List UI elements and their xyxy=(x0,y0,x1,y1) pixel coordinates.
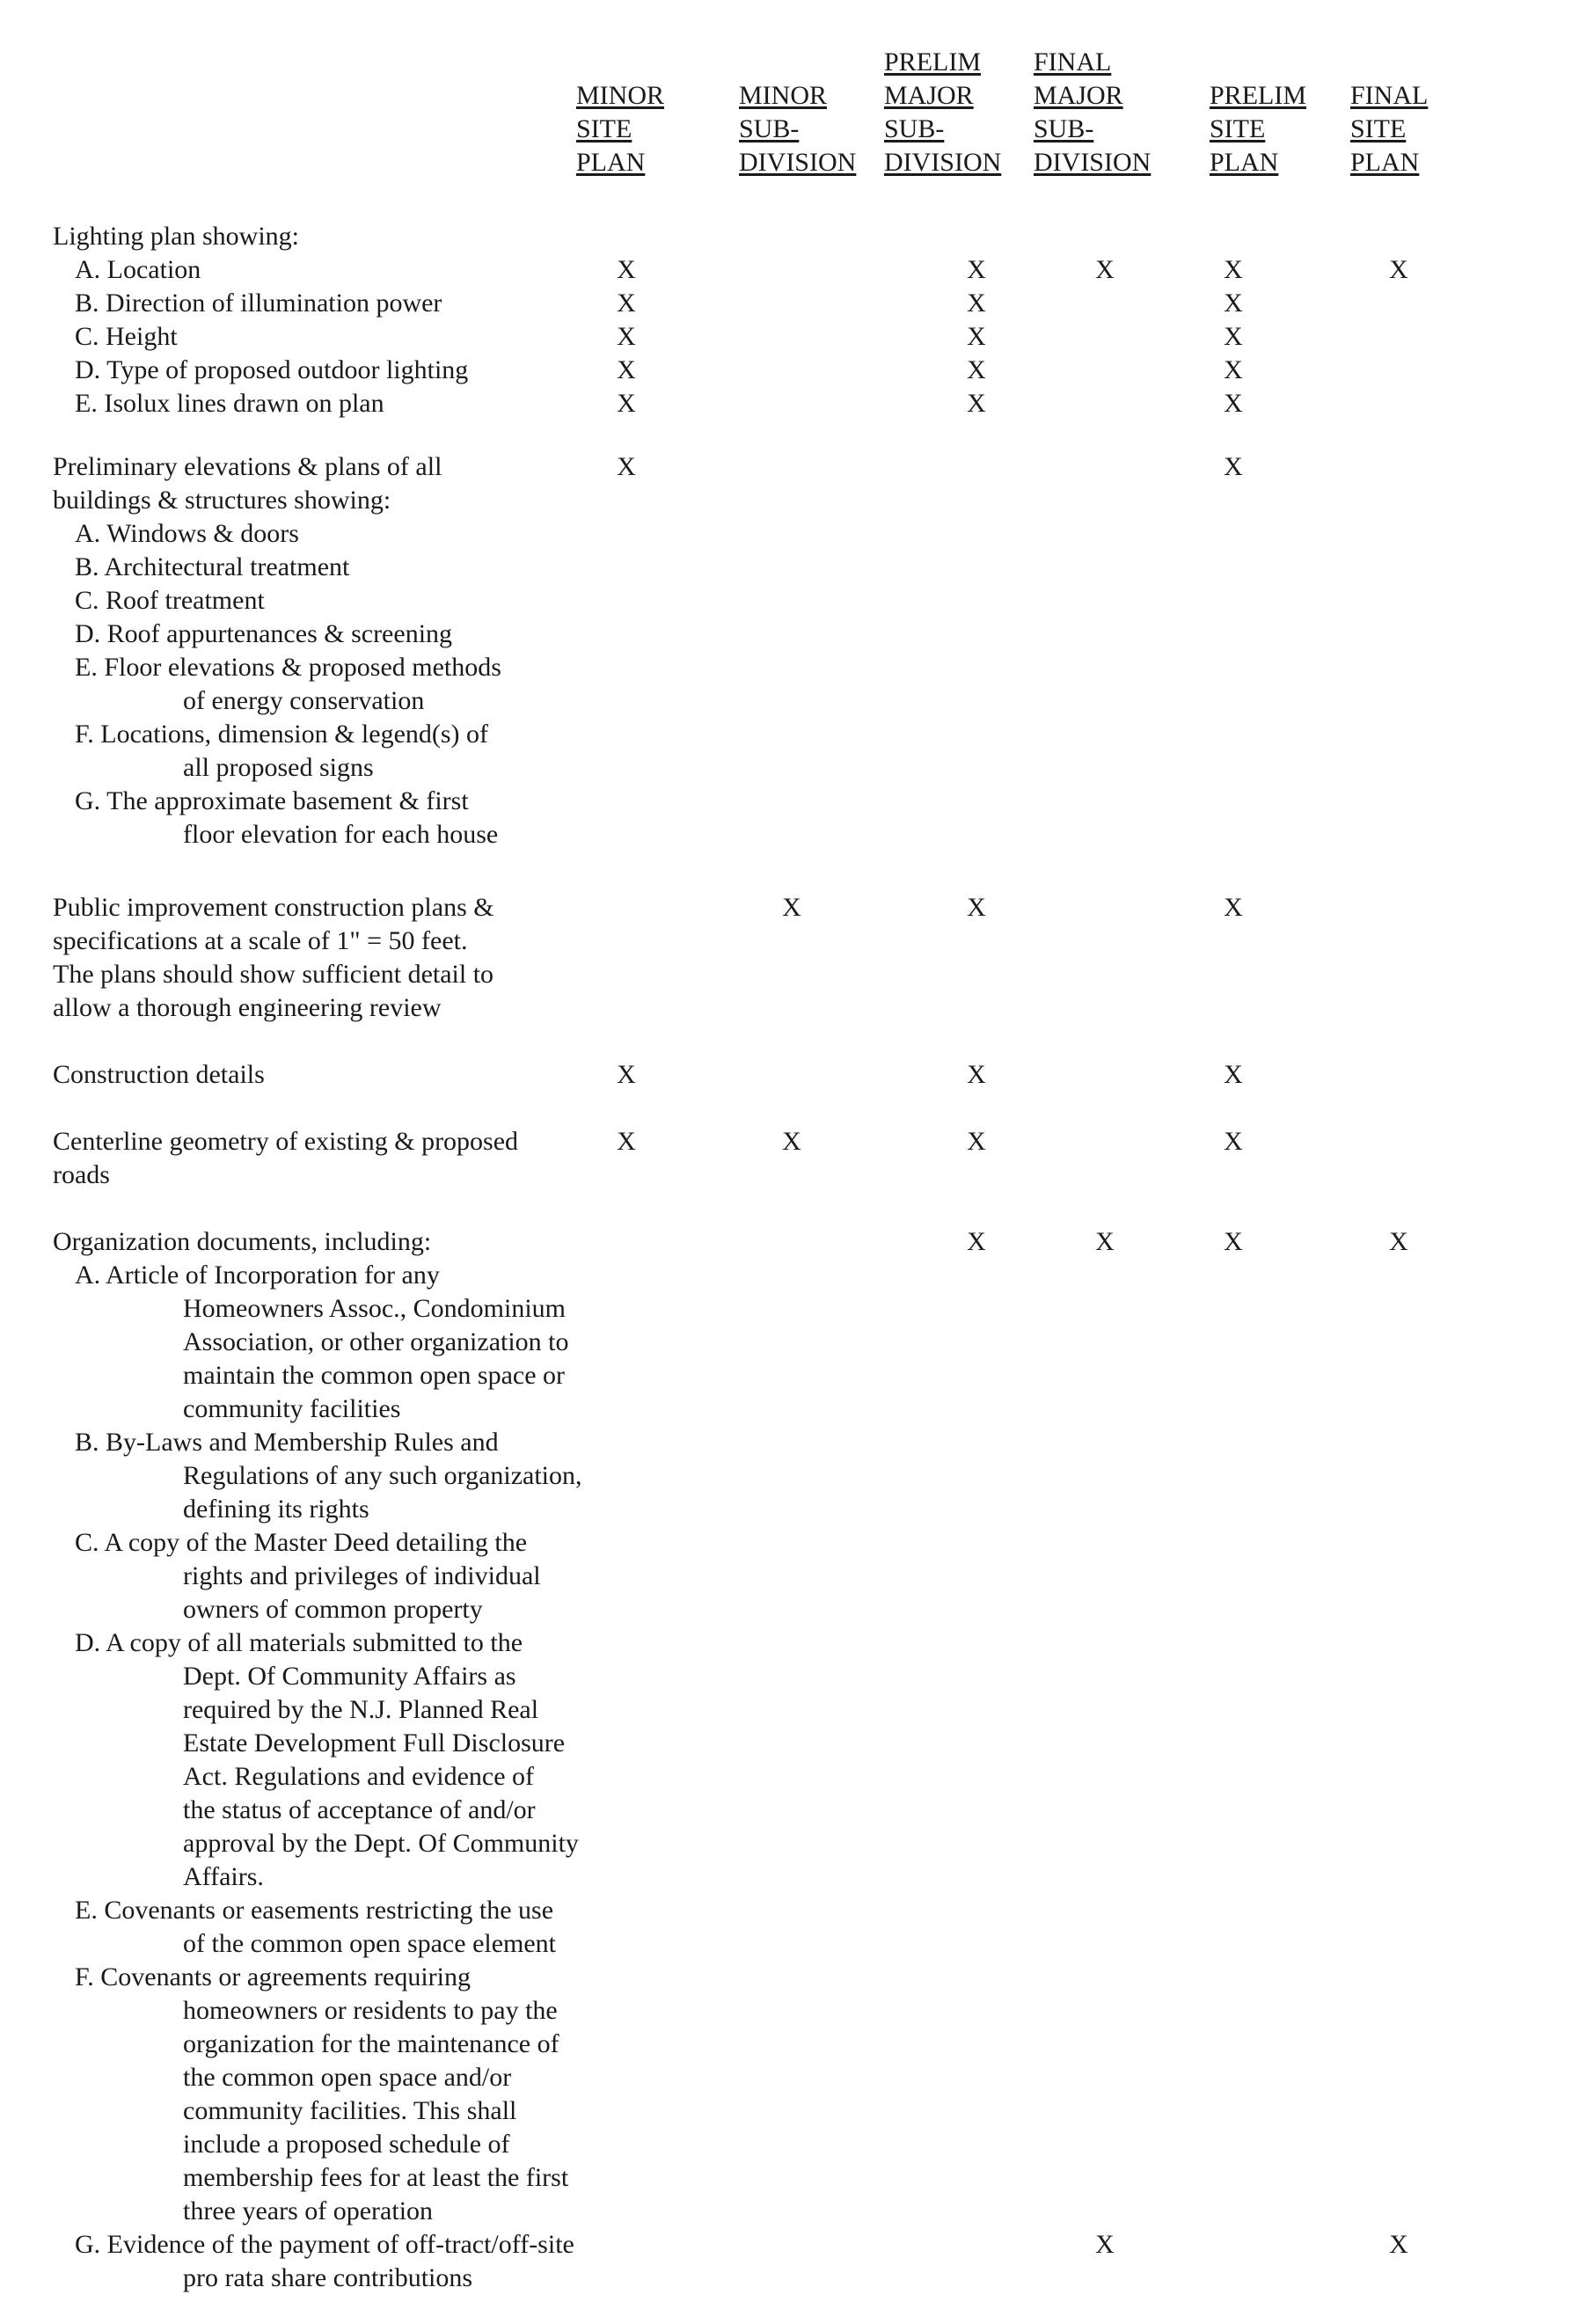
x-mark: X xyxy=(967,322,986,351)
x-mark: X xyxy=(967,1060,986,1089)
x-mark: X xyxy=(1224,893,1243,922)
item-label: E. Floor elevations & proposed methods xyxy=(75,653,501,682)
item-label: C. Height xyxy=(75,322,178,351)
column-header-line: SITE xyxy=(1350,114,1407,143)
x-mark: X xyxy=(967,389,986,418)
x-mark: X xyxy=(1224,1127,1243,1156)
section-text xyxy=(53,1058,633,1092)
column-header xyxy=(576,46,664,179)
x-mark: X xyxy=(967,1127,986,1156)
item-continuation: all proposed signs xyxy=(183,753,374,782)
column-header xyxy=(1210,46,1306,179)
x-mark: X xyxy=(1224,355,1243,384)
item-label: B. Direction of illumination power xyxy=(75,289,442,318)
item-continuation: owners of common property xyxy=(183,1595,483,1624)
x-mark: X xyxy=(782,893,801,922)
item-label: F. Covenants or agreements requiring xyxy=(75,1962,471,1991)
column-header-line: SUB- xyxy=(739,114,800,143)
item-continuation: required by the N.J. Planned Real xyxy=(183,1695,539,1724)
item-continuation: membership fees for at least the first xyxy=(183,2163,569,2192)
item-continuation: Estate Development Full Disclosure xyxy=(183,1728,566,1758)
item-continuation: include a proposed schedule of xyxy=(183,2130,510,2159)
item-continuation: rights and privileges of individual xyxy=(183,1561,541,1590)
column-header-line: MINOR xyxy=(576,81,665,110)
item-label: D. A copy of all materials submitted to the xyxy=(75,1628,523,1657)
item-continuation: approval by the Dept. Of Community xyxy=(183,1829,579,1858)
item-continuation: the common open space and/or xyxy=(183,2063,512,2092)
column-header-line: FINAL xyxy=(1034,48,1112,77)
item-continuation: defining its rights xyxy=(183,1495,369,1524)
x-mark: X xyxy=(1224,389,1243,418)
column-header-line xyxy=(1210,46,1306,79)
x-mark: X xyxy=(617,289,636,318)
section-text xyxy=(53,220,633,420)
column-header-line: PRELIM xyxy=(884,48,982,77)
item-label: A. Location xyxy=(75,255,201,284)
x-mark: X xyxy=(1224,452,1243,481)
column-header-line xyxy=(1350,46,1428,79)
item-continuation: community facilities xyxy=(183,1394,401,1423)
item-continuation: Affairs. xyxy=(183,1862,264,1891)
item-continuation: Regulations of any such organization, xyxy=(183,1461,582,1490)
x-mark: X xyxy=(1224,255,1243,284)
section-line: Centerline geometry of existing & proposed xyxy=(53,1127,519,1156)
section-text xyxy=(53,891,633,1025)
x-mark: X xyxy=(617,452,636,481)
x-mark: X xyxy=(967,355,986,384)
item-label: D. Roof appurtenances & screening xyxy=(75,619,453,648)
column-header-line: SITE xyxy=(576,114,632,143)
item-label: C. A copy of the Master Deed detailing the xyxy=(75,1528,528,1557)
item-label: B. Architectural treatment xyxy=(75,552,350,581)
section-line: roads xyxy=(53,1160,110,1189)
section-line: The plans should show sufficient detail to xyxy=(53,960,494,989)
x-mark: X xyxy=(782,1127,801,1156)
item-label: G. Evidence of the payment of off-tract/off-site xyxy=(75,2230,574,2259)
item-label: F. Locations, dimension & legend(s) of xyxy=(75,720,489,749)
x-mark: X xyxy=(617,1127,636,1156)
item-label: E. Isolux lines drawn on plan xyxy=(75,389,384,418)
item-continuation: of the common open space element xyxy=(183,1929,557,1958)
item-label: B. By-Laws and Membership Rules and xyxy=(75,1428,499,1457)
item-label: G. The approximate basement & first xyxy=(75,786,469,815)
section-line: buildings & structures showing: xyxy=(53,486,391,515)
x-mark: X xyxy=(617,1060,636,1089)
item-continuation: Dept. Of Community Affairs as xyxy=(183,1662,516,1691)
column-header-line: MAJOR xyxy=(1034,81,1123,110)
item-continuation: the status of acceptance of and/or xyxy=(183,1795,536,1824)
column-header-line: DIVISION xyxy=(739,148,857,177)
item-label: E. Covenants or easements restricting the use xyxy=(75,1896,554,1925)
x-mark: X xyxy=(617,389,636,418)
column-header-line: MINOR xyxy=(739,81,828,110)
column-header-line xyxy=(576,46,664,79)
item-continuation: homeowners or residents to pay the xyxy=(183,1996,558,2025)
section-line: Public improvement construction plans & xyxy=(53,893,494,922)
column-header-line: PRELIM xyxy=(1210,81,1307,110)
x-mark: X xyxy=(1224,1060,1243,1089)
item-continuation: maintain the common open space or xyxy=(183,1361,566,1390)
x-mark: X xyxy=(617,355,636,384)
column-header-line: SUB- xyxy=(884,114,945,143)
x-mark: X xyxy=(1389,1227,1408,1256)
section-line: Preliminary elevations & plans of all xyxy=(53,452,442,481)
column-header-line: FINAL xyxy=(1350,81,1429,110)
item-continuation: Act. Regulations and evidence of xyxy=(183,1762,535,1791)
x-mark: X xyxy=(1095,1227,1115,1256)
item-label: A. Windows & doors xyxy=(75,519,299,548)
column-header-line: MAJOR xyxy=(884,81,974,110)
item-continuation: community facilities. This shall xyxy=(183,2096,517,2125)
x-mark: X xyxy=(967,1227,986,1256)
x-mark: X xyxy=(1224,289,1243,318)
section-line: Organization documents, including: xyxy=(53,1227,432,1256)
x-mark: X xyxy=(1224,1227,1243,1256)
x-mark: X xyxy=(967,289,986,318)
column-header-line xyxy=(739,46,856,79)
column-header-line: PLAN xyxy=(1350,148,1420,177)
item-label: D. Type of proposed outdoor lighting xyxy=(75,355,469,384)
item-continuation: organization for the maintenance of xyxy=(183,2029,559,2058)
column-header-line: PLAN xyxy=(1210,148,1279,177)
x-mark: X xyxy=(1224,322,1243,351)
section-text xyxy=(53,450,633,851)
section-line: Lighting plan showing: xyxy=(53,222,299,251)
column-header-line: PLAN xyxy=(576,148,646,177)
item-label: C. Roof treatment xyxy=(75,586,265,615)
column-header xyxy=(1350,46,1428,179)
column-header xyxy=(1034,46,1151,179)
item-continuation: floor elevation for each house xyxy=(183,820,499,849)
x-mark: X xyxy=(1389,255,1408,284)
x-mark: X xyxy=(617,322,636,351)
item-continuation: Association, or other organization to xyxy=(183,1327,569,1356)
item-continuation: of energy conservation xyxy=(183,686,425,715)
section-line: Construction details xyxy=(53,1060,265,1089)
x-mark: X xyxy=(1095,2230,1115,2259)
column-header xyxy=(884,46,1001,179)
column-header-line: DIVISION xyxy=(1034,148,1151,177)
section-line: specifications at a scale of 1" = 50 feet. xyxy=(53,926,468,955)
item-continuation: pro rata share contributions xyxy=(183,2263,473,2292)
x-mark: X xyxy=(1095,255,1115,284)
section-text xyxy=(53,1225,633,2295)
item-continuation: Homeowners Assoc., Condominium xyxy=(183,1294,566,1323)
x-mark: X xyxy=(1389,2230,1408,2259)
item-continuation: three years of operation xyxy=(183,2196,434,2225)
column-header-line: SUB- xyxy=(1034,114,1094,143)
column-header xyxy=(739,46,856,179)
section-text xyxy=(53,1125,633,1192)
column-header-line: SITE xyxy=(1210,114,1266,143)
item-label: A. Article of Incorporation for any xyxy=(75,1261,440,1290)
column-header-line: DIVISION xyxy=(884,148,1002,177)
x-mark: X xyxy=(967,255,986,284)
section-line: allow a thorough engineering review xyxy=(53,993,442,1022)
x-mark: X xyxy=(967,893,986,922)
x-mark: X xyxy=(617,255,636,284)
